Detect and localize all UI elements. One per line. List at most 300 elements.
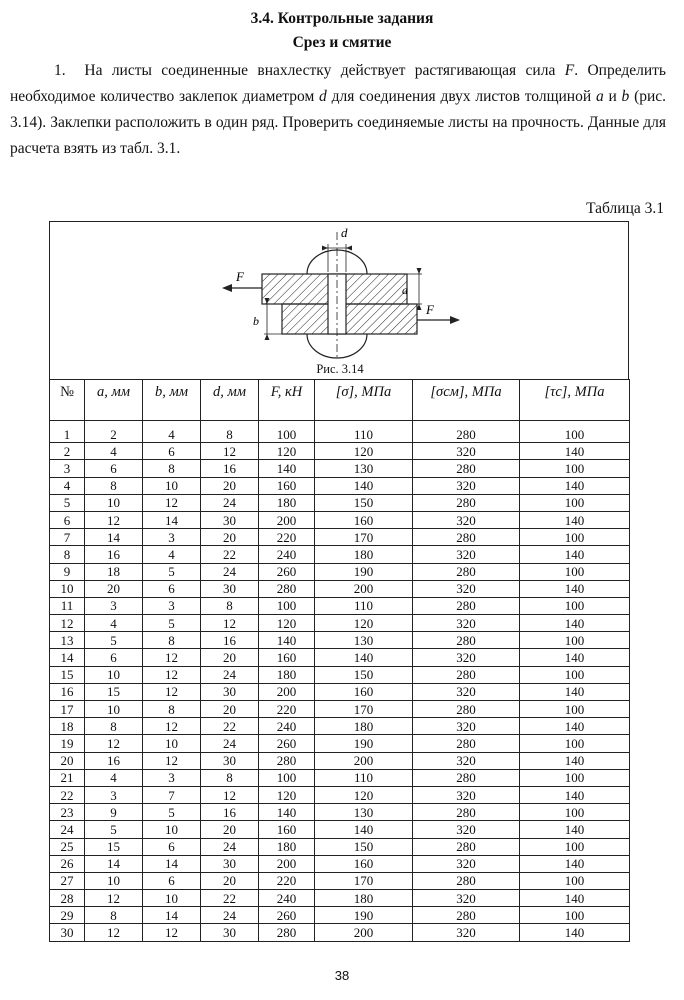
var-F: F (564, 62, 575, 79)
table-cell: 8 (85, 907, 143, 924)
table-cell: 140 (259, 460, 315, 477)
table-cell: 20 (201, 477, 259, 494)
table-header-cell: F, кН (259, 380, 315, 421)
table-cell: 10 (85, 494, 143, 511)
table-cell: 100 (520, 804, 630, 821)
table-cell: 23 (50, 804, 85, 821)
table-cell: 280 (413, 666, 520, 683)
task-text-4: и (608, 88, 617, 105)
table-row (50, 666, 630, 683)
table-cell: 100 (520, 421, 630, 443)
table-cell: 280 (413, 421, 520, 443)
table-cell: 100 (520, 769, 630, 786)
rivet-joint-diagram (50, 222, 630, 380)
table-cell: 320 (413, 718, 520, 735)
table-cell: 140 (520, 855, 630, 872)
figure-caption: Рис. 3.14 (316, 362, 364, 376)
table-cell: 280 (413, 872, 520, 889)
table-cell: 160 (315, 855, 413, 872)
task-number: 1. (54, 62, 66, 79)
table-cell: 3 (143, 529, 201, 546)
table-cell: 320 (413, 443, 520, 460)
table-cell: 10 (85, 872, 143, 889)
table-cell: 30 (201, 683, 259, 700)
table-cell: 240 (259, 890, 315, 907)
table-cell: 140 (520, 615, 630, 632)
var-a: a (595, 88, 604, 105)
table-cell: 280 (413, 529, 520, 546)
table-cell: 20 (201, 529, 259, 546)
table-cell: 13 (50, 632, 85, 649)
table-cell: 14 (143, 907, 201, 924)
table-cell: 180 (315, 890, 413, 907)
table-cell: 10 (143, 735, 201, 752)
table-cell: 280 (259, 580, 315, 597)
var-b: b (621, 88, 630, 105)
table-row (50, 769, 630, 786)
table-cell: 320 (413, 855, 520, 872)
table-cell: 30 (201, 924, 259, 941)
table-cell: 140 (315, 649, 413, 666)
table-cell: 110 (315, 597, 413, 614)
table-row (50, 649, 630, 666)
task-text-2: . Определить необходимое количество заклепок диаметром (10, 62, 667, 105)
table-cell: 100 (520, 838, 630, 855)
table-cell: 280 (259, 924, 315, 941)
table-cell: 220 (259, 872, 315, 889)
table-cell: 150 (315, 666, 413, 683)
table-cell: 190 (315, 563, 413, 580)
table-cell: 12 (85, 511, 143, 528)
table-cell: 120 (315, 443, 413, 460)
table-cell: 19 (50, 735, 85, 752)
table-cell: 8 (85, 477, 143, 494)
table-cell: 140 (520, 649, 630, 666)
table-row (50, 632, 630, 649)
table-cell: 280 (413, 769, 520, 786)
table-cell: 160 (315, 511, 413, 528)
table-cell: 5 (85, 632, 143, 649)
table-cell: 24 (201, 735, 259, 752)
table-cell: 16 (85, 546, 143, 563)
var-d: d (319, 88, 327, 105)
table-cell: 280 (413, 460, 520, 477)
table-cell: 16 (201, 804, 259, 821)
table-cell: 180 (259, 666, 315, 683)
table-cell: 140 (259, 804, 315, 821)
table-row (50, 735, 630, 752)
table-cell: 240 (259, 718, 315, 735)
table-cell: 10 (143, 890, 201, 907)
table-cell: 3 (143, 769, 201, 786)
table-cell: 280 (413, 597, 520, 614)
table-cell: 320 (413, 511, 520, 528)
table-cell: 200 (315, 580, 413, 597)
table-header-cell: [σ], МПа (315, 380, 413, 421)
table-cell: 2 (85, 421, 143, 443)
table-cell: 24 (201, 666, 259, 683)
table-cell: 14 (85, 529, 143, 546)
table-cell: 140 (520, 443, 630, 460)
table-cell: 140 (520, 752, 630, 769)
table-cell: 16 (201, 632, 259, 649)
table-cell: 10 (85, 666, 143, 683)
table-cell: 200 (259, 855, 315, 872)
table-cell: 15 (85, 838, 143, 855)
table-cell: 4 (85, 769, 143, 786)
table-cell: 12 (50, 615, 85, 632)
table-header-cell: № (50, 380, 85, 421)
table-cell: 320 (413, 890, 520, 907)
table-cell: 6 (85, 649, 143, 666)
table-cell: 140 (259, 632, 315, 649)
table-cell: 3 (85, 597, 143, 614)
left-force-arrow (222, 284, 232, 292)
subsection-title: Срез и смятие (292, 34, 392, 51)
table-label: Таблица 3.1 (586, 200, 664, 217)
table-cell: 100 (520, 701, 630, 718)
table-cell: 2 (50, 443, 85, 460)
table-cell: 100 (259, 421, 315, 443)
table-cell: 280 (413, 563, 520, 580)
table-cell: 18 (85, 563, 143, 580)
table-cell: 5 (50, 494, 85, 511)
task-text-3: для соединения двух листов толщиной (331, 88, 592, 105)
table-cell: 160 (259, 477, 315, 494)
table-row (50, 443, 630, 460)
table-cell: 200 (259, 683, 315, 700)
table-cell: 320 (413, 752, 520, 769)
table-cell: 12 (143, 666, 201, 683)
table-cell: 20 (201, 701, 259, 718)
table-row (50, 838, 630, 855)
table-cell: 180 (259, 838, 315, 855)
table-cell: 15 (50, 666, 85, 683)
table-cell: 16 (50, 683, 85, 700)
label-a: a (402, 283, 408, 297)
table-cell: 160 (259, 821, 315, 838)
table-cell: 12 (143, 494, 201, 511)
table-cell: 15 (85, 683, 143, 700)
table-row (50, 718, 630, 735)
table-cell: 120 (259, 615, 315, 632)
table-cell: 12 (143, 718, 201, 735)
table-body (50, 421, 630, 942)
table-cell: 24 (50, 821, 85, 838)
table-cell: 100 (259, 769, 315, 786)
table-cell: 7 (143, 786, 201, 803)
table-row (50, 477, 630, 494)
table-cell: 3 (143, 597, 201, 614)
table-cell: 4 (50, 477, 85, 494)
table-cell: 320 (413, 924, 520, 941)
right-force-arrow (450, 316, 460, 324)
table-cell: 12 (143, 752, 201, 769)
table-cell: 320 (413, 786, 520, 803)
table-cell: 17 (50, 701, 85, 718)
table-row (50, 786, 630, 803)
table-cell: 24 (201, 907, 259, 924)
table-cell: 12 (201, 443, 259, 460)
table-cell: 140 (520, 821, 630, 838)
table-cell: 30 (201, 580, 259, 597)
table-row (50, 683, 630, 700)
table-cell: 220 (259, 529, 315, 546)
table-cell: 5 (143, 804, 201, 821)
table-row (50, 460, 630, 477)
table-cell: 12 (143, 649, 201, 666)
table-cell: 30 (201, 855, 259, 872)
label-b: b (253, 314, 259, 328)
table-cell: 7 (50, 529, 85, 546)
table-cell: 280 (413, 494, 520, 511)
table-cell: 22 (201, 546, 259, 563)
table-cell: 12 (85, 735, 143, 752)
table-cell: 30 (201, 752, 259, 769)
table-row (50, 804, 630, 821)
table-cell: 190 (315, 907, 413, 924)
table-cell: 5 (143, 563, 201, 580)
table-row (50, 924, 630, 941)
table-cell: 4 (143, 421, 201, 443)
table-cell: 200 (315, 924, 413, 941)
table-cell: 320 (413, 649, 520, 666)
table-cell: 120 (259, 786, 315, 803)
table-cell: 160 (259, 649, 315, 666)
table-cell: 12 (85, 890, 143, 907)
table-cell: 3 (50, 460, 85, 477)
table-cell: 16 (85, 752, 143, 769)
table-cell: 11 (50, 597, 85, 614)
table-cell: 100 (520, 563, 630, 580)
table-cell: 18 (50, 718, 85, 735)
table-cell: 190 (315, 735, 413, 752)
table-cell: 180 (315, 546, 413, 563)
table-cell: 260 (259, 735, 315, 752)
table-header-cell: b, мм (143, 380, 201, 421)
table-cell: 10 (143, 477, 201, 494)
table-cell: 180 (315, 718, 413, 735)
table-cell: 22 (50, 786, 85, 803)
table-cell: 6 (85, 460, 143, 477)
table-cell: 200 (259, 511, 315, 528)
table-cell: 160 (315, 683, 413, 700)
table-cell: 12 (201, 615, 259, 632)
label-d: d (341, 225, 348, 240)
table-header-cell: a, мм (85, 380, 143, 421)
table-cell: 180 (259, 494, 315, 511)
table-cell: 280 (413, 838, 520, 855)
table-header-cell: [τc], МПа (520, 380, 630, 421)
table-cell: 150 (315, 838, 413, 855)
table-cell: 280 (413, 632, 520, 649)
table-header-row (50, 380, 630, 421)
table-cell: 9 (85, 804, 143, 821)
table-cell: 100 (520, 907, 630, 924)
table-cell: 8 (201, 769, 259, 786)
table-cell: 22 (201, 718, 259, 735)
table-cell: 8 (201, 597, 259, 614)
table-row (50, 872, 630, 889)
table-cell: 14 (143, 511, 201, 528)
task-text-5: (рис. 3.14). Заклепки расположить в один ряд. Проверить соединяемые листы на прочность. Данные для расчета взять из табл. 3.1. (10, 88, 667, 157)
table-cell: 6 (143, 443, 201, 460)
table-cell: 10 (143, 821, 201, 838)
task-text-1: На листы соединенные внахлестку действует растягивающая сила (84, 62, 556, 79)
table-row (50, 494, 630, 511)
table-cell: 28 (50, 890, 85, 907)
table-cell: 4 (85, 615, 143, 632)
table-cell: 10 (85, 701, 143, 718)
table-cell: 8 (143, 460, 201, 477)
table-cell: 320 (413, 546, 520, 563)
table-cell: 280 (259, 752, 315, 769)
table-row (50, 907, 630, 924)
table-cell: 24 (201, 494, 259, 511)
table-cell: 25 (50, 838, 85, 855)
table-cell: 150 (315, 494, 413, 511)
table-cell: 8 (85, 718, 143, 735)
table-cell: 140 (520, 546, 630, 563)
table-cell: 120 (315, 786, 413, 803)
task-paragraph (10, 58, 666, 162)
table-cell: 280 (413, 735, 520, 752)
table-cell: 100 (520, 494, 630, 511)
table-cell: 5 (85, 821, 143, 838)
table-row (50, 597, 630, 614)
table-cell: 220 (259, 701, 315, 718)
table-cell: 280 (413, 907, 520, 924)
table-cell: 5 (143, 615, 201, 632)
table-cell: 140 (520, 683, 630, 700)
table-cell: 170 (315, 529, 413, 546)
table-row (50, 529, 630, 546)
table-cell: 320 (413, 477, 520, 494)
table-row (50, 580, 630, 597)
table-cell: 130 (315, 460, 413, 477)
table-cell: 6 (50, 511, 85, 528)
table-cell: 130 (315, 804, 413, 821)
table-cell: 20 (85, 580, 143, 597)
table-cell: 21 (50, 769, 85, 786)
table-cell: 12 (143, 683, 201, 700)
table-cell: 1 (50, 421, 85, 443)
table-cell: 20 (201, 649, 259, 666)
table-row (50, 752, 630, 769)
table-header-cell: [σсм], МПа (413, 380, 520, 421)
table-cell: 320 (413, 821, 520, 838)
table-cell: 22 (201, 890, 259, 907)
table-cell: 100 (520, 460, 630, 477)
table-cell: 4 (85, 443, 143, 460)
table-cell: 100 (520, 872, 630, 889)
table-cell: 110 (315, 769, 413, 786)
table-cell: 140 (520, 890, 630, 907)
table-cell: 320 (413, 683, 520, 700)
table-cell: 8 (50, 546, 85, 563)
table-cell: 16 (201, 460, 259, 477)
label-F-left: F (236, 269, 244, 284)
table-cell: 6 (143, 838, 201, 855)
section-title: 3.4. Контрольные задания (250, 10, 434, 27)
table-cell: 8 (143, 632, 201, 649)
table-cell: 8 (201, 421, 259, 443)
table-cell: 8 (143, 701, 201, 718)
table-cell: 100 (520, 529, 630, 546)
table-cell: 140 (520, 924, 630, 941)
table-cell: 100 (259, 597, 315, 614)
table-row (50, 701, 630, 718)
table-cell: 140 (315, 821, 413, 838)
table-cell: 100 (520, 597, 630, 614)
table-cell: 6 (143, 580, 201, 597)
table-cell: 100 (520, 666, 630, 683)
table-cell: 14 (143, 855, 201, 872)
lower-plate (282, 304, 417, 334)
table-cell: 140 (520, 511, 630, 528)
table-cell: 100 (520, 632, 630, 649)
table-cell: 170 (315, 872, 413, 889)
table-row (50, 563, 630, 580)
table-row (50, 855, 630, 872)
table-cell: 170 (315, 701, 413, 718)
table-cell: 120 (315, 615, 413, 632)
table-cell: 20 (201, 821, 259, 838)
table-cell: 140 (520, 786, 630, 803)
table-cell: 27 (50, 872, 85, 889)
table-cell: 29 (50, 907, 85, 924)
table-cell: 3 (85, 786, 143, 803)
table-cell: 30 (50, 924, 85, 941)
table-cell: 200 (315, 752, 413, 769)
table-cell: 140 (520, 477, 630, 494)
table-cell: 10 (50, 580, 85, 597)
table-cell: 6 (143, 872, 201, 889)
label-F-right: F (426, 302, 434, 317)
table-cell: 4 (143, 546, 201, 563)
table-row (50, 821, 630, 838)
table-cell: 12 (85, 924, 143, 941)
page-number: 38 (334, 968, 350, 983)
table-cell: 140 (315, 477, 413, 494)
table-cell: 260 (259, 907, 315, 924)
table-row (50, 546, 630, 563)
table-cell: 20 (201, 872, 259, 889)
table-cell: 260 (259, 563, 315, 580)
table-row (50, 511, 630, 528)
table-cell: 320 (413, 580, 520, 597)
table-cell: 12 (143, 924, 201, 941)
table-cell: 140 (520, 718, 630, 735)
table-cell: 26 (50, 855, 85, 872)
table-cell: 140 (520, 580, 630, 597)
table-cell: 14 (85, 855, 143, 872)
table-cell: 130 (315, 632, 413, 649)
table-cell: 9 (50, 563, 85, 580)
table-row (50, 615, 630, 632)
table-cell: 20 (50, 752, 85, 769)
table-cell: 24 (201, 563, 259, 580)
table-cell: 110 (315, 421, 413, 443)
table-cell: 120 (259, 443, 315, 460)
table-cell: 14 (50, 649, 85, 666)
table-row (50, 890, 630, 907)
table-cell: 240 (259, 546, 315, 563)
table-cell: 30 (201, 511, 259, 528)
table-cell: 280 (413, 701, 520, 718)
table-header-cell: d, мм (201, 380, 259, 421)
table-cell: 100 (520, 735, 630, 752)
